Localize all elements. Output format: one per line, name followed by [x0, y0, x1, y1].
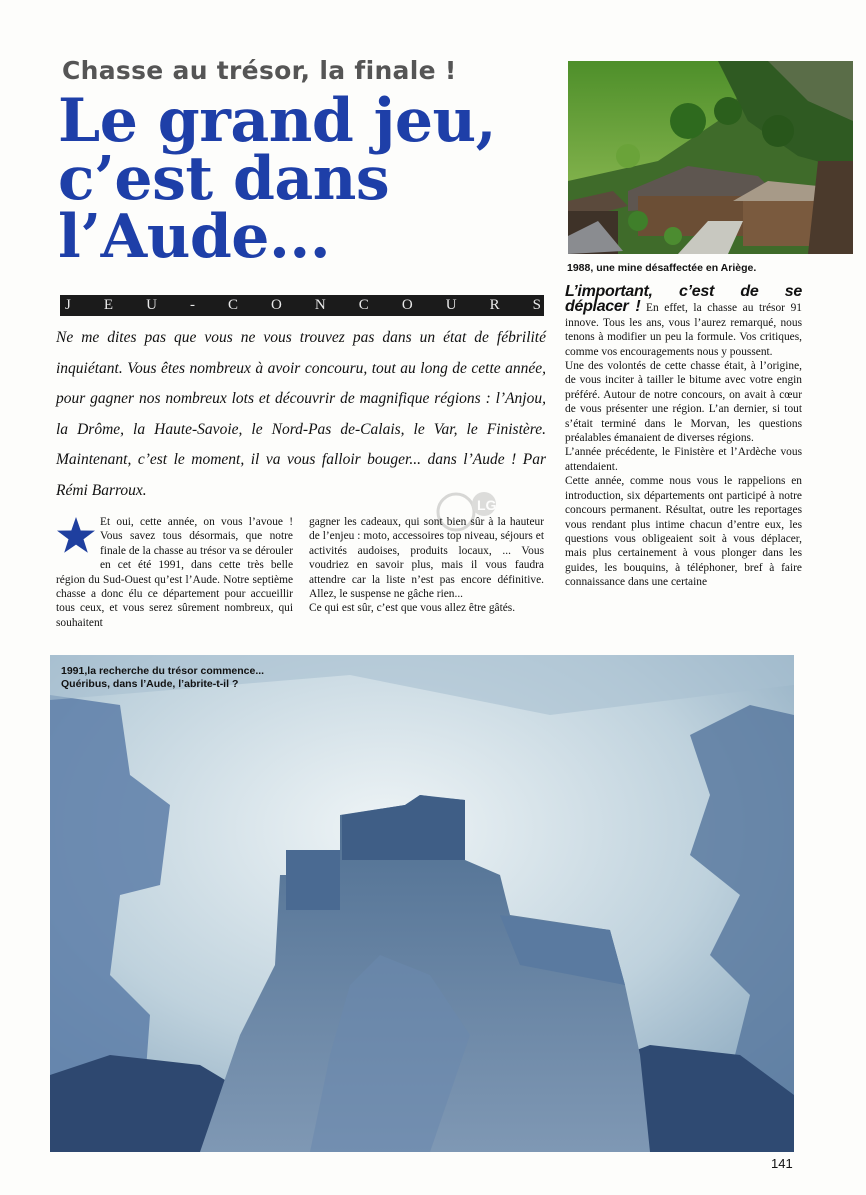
- rubric-letter: -: [189, 297, 195, 313]
- star-icon: [56, 515, 100, 559]
- page-number: 141: [771, 1156, 793, 1171]
- rubric-letter: C: [358, 297, 369, 313]
- top-photo-caption: 1988, une mine désaffectée en Ariège.: [567, 262, 757, 274]
- headline-line-3: l’Aude...: [58, 202, 331, 272]
- rubric-letter: S: [532, 297, 541, 313]
- rubric-letter: R: [489, 297, 500, 313]
- headline-line-2: c’est dans: [58, 144, 390, 214]
- article-column-3: [565, 285, 802, 590]
- rubric-letter: U: [445, 297, 457, 313]
- column-3-paragraph-3: L’année précédente, le Finistère et l’Ardèche vous attendaient.: [565, 446, 802, 473]
- rubric-letter: C: [227, 297, 238, 313]
- rubric-letter: O: [271, 297, 282, 313]
- intro-paragraph: Ne me dites pas que vous ne vous trouvez pas dans un état de fébrilité inquiétant. Vous êtes nombreux à avoir concouru, tout au long de cette année, pour gagner nos nombreux lots et découvrir de magnifique régions : l’Anjou, la Drôme, la Haute-Savoie, le Nord-Pas de-Calais, le Var, le Finistère. Maintenant, c’est le moment, il va vous falloir bouger... dans l’Aude ! Par Rémi Barroux.: [56, 329, 546, 499]
- column-2-paragraph-2: Ce qui est sûr, c’est que vous allez être gâtés.: [309, 602, 516, 615]
- headline: [58, 86, 497, 272]
- column-1-text: Et oui, cette année, on vous l’avoue ! Vous savez tous désormais, que notre finale de la chasse au trésor va se dérouler en cet été 1991, dans cette très belle région du Sud-Ouest qu’est l’Aude. Notre septième chasse a donc élu ce département pour accueillir tous ceux, et vous serez sûrement nombreux, qui souhaitent: [56, 516, 293, 629]
- rubric-letter: O: [401, 297, 413, 313]
- watermark-text: LG: [477, 497, 497, 513]
- column-3-paragraph-4: Cette année, comme nous vous le rappelions en introduction, six départements ont participé à notre concours permanent. Résultat, outre les reportages vous rendant plus intime chacun d’entre eux, les questions vous obligeaient soit à vous déplacer, mais plus certainement à vous plonger dans les guides, les bouquins, à téléphoner, bref à faire connaissance dans une certaine: [565, 475, 802, 589]
- rubric-letter: U: [146, 297, 157, 313]
- column-3-lead: L’important, c’est de se déplacer !: [565, 283, 802, 316]
- rubric-letter: E: [103, 297, 114, 313]
- column-3-paragraph-2: Une des volontés de cette chasse était, à l’origine, de vous inciter à tailler le bitume avec votre engin préféré. Autour de notre concours, on avait à cœur de vous présenter une région. L’an dernier, si tout s’était terminé dans le Morvan, les questions préalables émanaient de diverses régions.: [565, 360, 802, 445]
- rubric-letter: N: [314, 297, 326, 313]
- queribus-castle-photo: [50, 655, 794, 1152]
- kicker-title: Chasse au trésor, la finale !: [62, 56, 457, 85]
- main-photo-caption: [61, 665, 264, 691]
- column-2-paragraph-1: gagner les cadeaux, qui sont bien sûr à la hauteur de l’enjeu : moto, accessoires top niveau, séjours et activités audoises, produits locaux, ... Vous voudriez en savoir plus, mais il vous faudra attendre car la liste n’est pas encore définitive. Allez, le suspense ne gâche rien...: [309, 516, 544, 601]
- mine-photo: [568, 61, 853, 254]
- rubric-bar: [60, 295, 544, 316]
- article-column-2: [309, 515, 544, 616]
- main-caption-line-1: 1991,la recherche du trésor commence...: [61, 665, 265, 677]
- headline-line-1: Le grand jeu,: [58, 86, 497, 156]
- article-column-1: [56, 515, 293, 630]
- rubric-letter: J: [65, 297, 71, 313]
- main-caption-line-2: Quéribus, dans l’Aude, l’abrite-t-il ?: [61, 678, 239, 690]
- column-3-paragraph-1: En effet, la chasse au trésor 91 innove. Tous les ans, vous l’aurez remarqué, nous tenons à modifier un peu la formule. Vos critiques, comme vos encouragements nous y poussent.: [565, 302, 802, 358]
